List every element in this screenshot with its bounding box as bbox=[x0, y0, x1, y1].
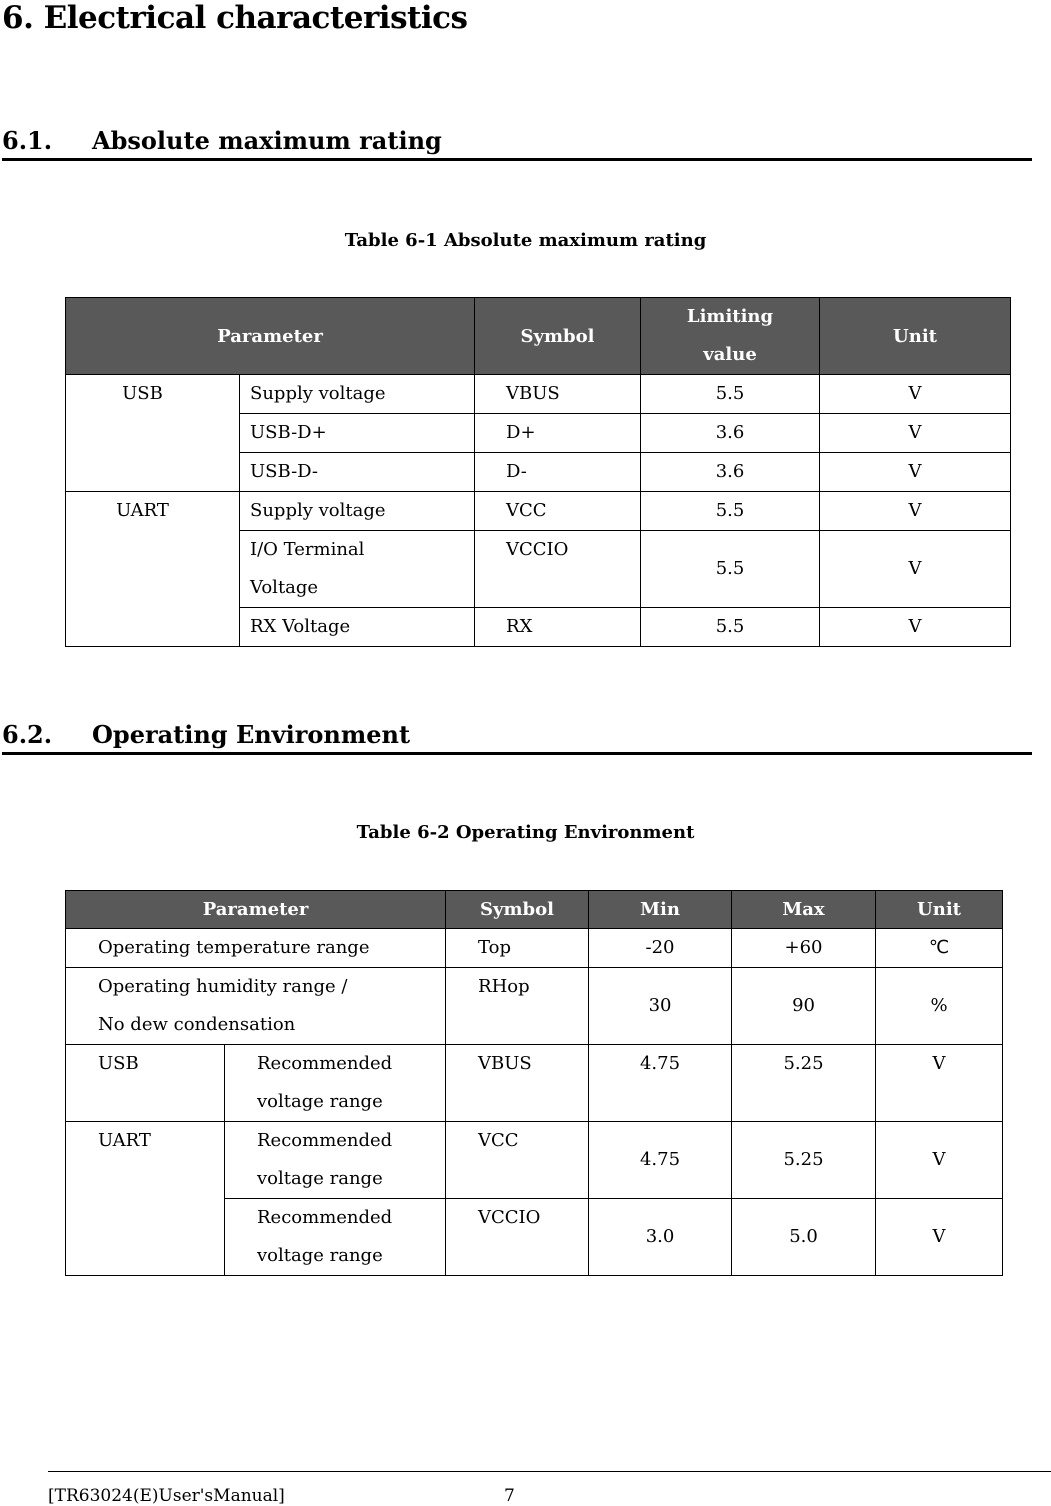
symbol-cell: VCCIO bbox=[475, 531, 641, 608]
page-footer bbox=[48, 1471, 1051, 1506]
param-cell: Operating temperature range bbox=[66, 929, 446, 968]
unit-cell: V bbox=[820, 414, 1011, 453]
unit-cell: V bbox=[820, 492, 1011, 531]
param-cell: Supply voltage bbox=[240, 492, 475, 531]
unit-cell: V bbox=[820, 453, 1011, 492]
group-uart: UART bbox=[66, 1122, 225, 1276]
header-limiting-value bbox=[641, 298, 820, 375]
param-cell: Supply voltage bbox=[240, 375, 475, 414]
group-uart: UART bbox=[66, 492, 240, 647]
table-row bbox=[66, 492, 1011, 531]
symbol-cell: RHop bbox=[446, 968, 589, 1045]
header-unit: Unit bbox=[876, 891, 1003, 929]
value-cell: 5.5 bbox=[641, 608, 820, 647]
table2-caption: Table 6-2 Operating Environment bbox=[356, 822, 695, 843]
unit-cell: % bbox=[876, 968, 1003, 1045]
header-min: Min bbox=[589, 891, 732, 929]
max-cell: 5.25 bbox=[732, 1045, 876, 1122]
param-cell bbox=[225, 1199, 446, 1276]
table1-caption: Table 6-1 Absolute maximum rating bbox=[344, 230, 707, 251]
unit-cell: V bbox=[876, 1199, 1003, 1276]
param-line1: Recommended bbox=[257, 1053, 393, 1074]
param-cell bbox=[240, 531, 475, 608]
header-unit: Unit bbox=[820, 298, 1011, 375]
value-cell: 3.6 bbox=[641, 453, 820, 492]
max-cell: 5.0 bbox=[732, 1199, 876, 1276]
group-usb: USB bbox=[66, 375, 240, 492]
symbol-cell: D+ bbox=[475, 414, 641, 453]
header-max: Max bbox=[732, 891, 876, 929]
header-limit-line2: value bbox=[703, 344, 757, 365]
unit-cell: V bbox=[876, 1122, 1003, 1199]
param-line1: I/O Terminal bbox=[250, 539, 365, 560]
header-parameter: Parameter bbox=[66, 298, 475, 375]
param-line1: Operating humidity range / bbox=[98, 976, 348, 997]
min-cell: 4.75 bbox=[589, 1045, 732, 1122]
param-cell bbox=[66, 968, 446, 1045]
unit-cell: V bbox=[820, 375, 1011, 414]
param-line1: Recommended bbox=[257, 1130, 393, 1151]
unit-cell: ℃ bbox=[876, 929, 1003, 968]
value-cell: 5.5 bbox=[641, 492, 820, 531]
symbol-cell: VBUS bbox=[446, 1045, 589, 1122]
heading-operating-environment bbox=[2, 720, 1032, 755]
param-line2: voltage range bbox=[257, 1245, 383, 1266]
param-cell: RX Voltage bbox=[240, 608, 475, 647]
group-usb: USB bbox=[66, 1045, 225, 1122]
param-line1: Recommended bbox=[257, 1207, 393, 1228]
unit-cell: V bbox=[820, 608, 1011, 647]
param-line2: Voltage bbox=[250, 577, 319, 598]
max-cell: +60 bbox=[732, 929, 876, 968]
table-row bbox=[66, 929, 1003, 968]
symbol-cell: VCC bbox=[475, 492, 641, 531]
table-row bbox=[66, 375, 1011, 414]
param-cell bbox=[225, 1122, 446, 1199]
min-cell: 4.75 bbox=[589, 1122, 732, 1199]
symbol-cell: D- bbox=[475, 453, 641, 492]
symbol-cell: VCC bbox=[446, 1122, 589, 1199]
absolute-max-rating-table bbox=[65, 297, 1011, 647]
heading-text: Operating Environment bbox=[92, 720, 411, 749]
table-row bbox=[66, 968, 1003, 1045]
page-number: 7 bbox=[504, 1486, 515, 1506]
header-limit-line1: Limiting bbox=[686, 306, 774, 327]
value-cell: 5.5 bbox=[641, 531, 820, 608]
symbol-cell: RX bbox=[475, 608, 641, 647]
table-header-row bbox=[66, 891, 1003, 929]
heading-text: Absolute maximum rating bbox=[92, 126, 442, 155]
unit-cell: V bbox=[820, 531, 1011, 608]
heading-absolute-maximum-rating bbox=[2, 126, 1032, 161]
value-cell: 3.6 bbox=[641, 414, 820, 453]
param-cell bbox=[225, 1045, 446, 1122]
section-title: 6. Electrical characteristics bbox=[2, 0, 468, 36]
operating-environment-table bbox=[65, 890, 1003, 1276]
symbol-cell: VCCIO bbox=[446, 1199, 589, 1276]
max-cell: 90 bbox=[732, 968, 876, 1045]
heading-number: 6.2. bbox=[2, 720, 53, 749]
header-symbol: Symbol bbox=[446, 891, 589, 929]
min-cell: 30 bbox=[589, 968, 732, 1045]
min-cell: -20 bbox=[589, 929, 732, 968]
param-cell: USB-D- bbox=[240, 453, 475, 492]
footer-doc-name: [TR63024(E)User'sManual] bbox=[48, 1486, 285, 1506]
min-cell: 3.0 bbox=[589, 1199, 732, 1276]
unit-cell: V bbox=[876, 1045, 1003, 1122]
table-header-row bbox=[66, 298, 1011, 375]
header-parameter: Parameter bbox=[66, 891, 446, 929]
heading-number: 6.1. bbox=[2, 126, 53, 155]
table-row bbox=[66, 1122, 1003, 1199]
header-symbol: Symbol bbox=[475, 298, 641, 375]
param-line2: No dew condensation bbox=[98, 1014, 296, 1035]
param-cell: USB-D+ bbox=[240, 414, 475, 453]
param-line2: voltage range bbox=[257, 1091, 383, 1112]
table-row bbox=[66, 1045, 1003, 1122]
symbol-cell: Top bbox=[446, 929, 589, 968]
value-cell: 5.5 bbox=[641, 375, 820, 414]
param-line2: voltage range bbox=[257, 1168, 383, 1189]
symbol-cell: VBUS bbox=[475, 375, 641, 414]
max-cell: 5.25 bbox=[732, 1122, 876, 1199]
